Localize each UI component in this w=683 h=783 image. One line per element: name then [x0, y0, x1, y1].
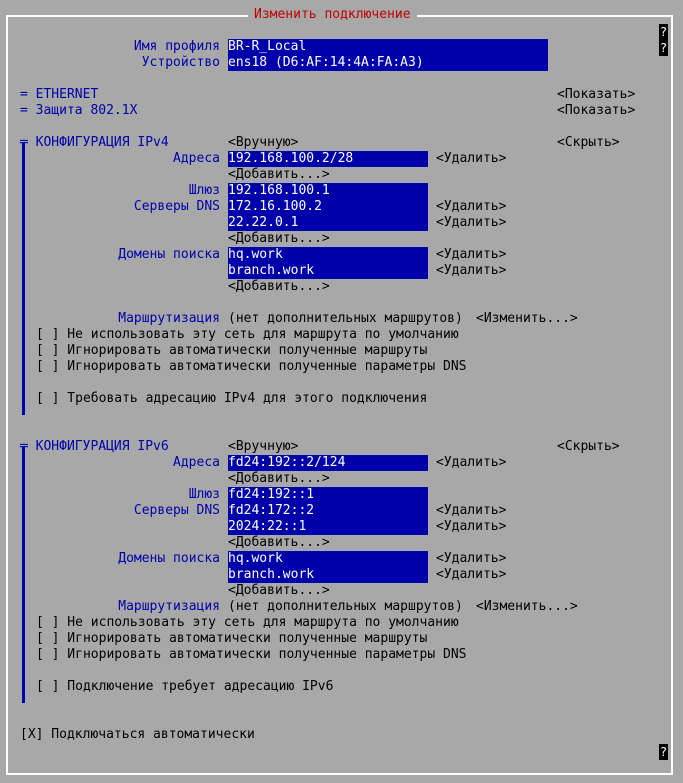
ipv6-routing-edit-button[interactable]: <Изменить...> [476, 599, 578, 614]
ipv6-search-remove-button-2[interactable]: <Удалить> [436, 567, 507, 582]
ipv4-search-add-button[interactable]: <Добавить...> [228, 279, 330, 294]
ipv6-search-add-button[interactable]: <Добавить...> [228, 583, 330, 598]
ipv6-dns-label: Серверы DNS [133, 503, 220, 518]
ipv4-search-remove-button-1[interactable]: <Удалить> [436, 247, 507, 262]
scroll-down-indicator[interactable]: ? [659, 745, 668, 759]
ipv6-ignore-dns-checkbox[interactable]: [ ] Игнорировать автоматически полученные параметры DNS [36, 647, 467, 662]
device-label: Устройство [141, 55, 220, 70]
profile-name-input[interactable]: BR-R_Local [228, 39, 548, 55]
ipv6-search-input-1[interactable]: hq.work [228, 551, 428, 567]
scroll-up-indicator[interactable]: ? [659, 25, 668, 39]
ipv4-search-label: Домены поиска [118, 247, 220, 262]
ipv4-dns-input-1[interactable]: 172.16.100.2 [228, 199, 428, 215]
ipv6-required-checkbox[interactable]: [ ] Подключение требует адресацию IPv6 [36, 679, 334, 694]
ipv6-dns-remove-button-2[interactable]: <Удалить> [436, 519, 507, 534]
security-show-button[interactable]: <Показать> [557, 103, 636, 118]
ipv6-section-bracket [22, 447, 25, 703]
profile-name-label: Имя профиля [133, 39, 220, 54]
autoconnect-checkbox[interactable]: [X] Подключаться автоматически [20, 727, 255, 742]
ipv4-dns-remove-button-1[interactable]: <Удалить> [436, 199, 507, 214]
ipv6-search-remove-button-1[interactable]: <Удалить> [436, 551, 507, 566]
ipv4-dns-remove-button-2[interactable]: <Удалить> [436, 215, 507, 230]
ipv4-routing-edit-button[interactable]: <Изменить...> [476, 311, 578, 326]
ipv6-never-default-checkbox[interactable]: [ ] Не использовать эту сеть для маршрута по умолчанию [36, 615, 459, 630]
ipv6-dns-remove-button-1[interactable]: <Удалить> [436, 503, 507, 518]
ipv4-gateway-label: Шлюз [188, 183, 220, 198]
ipv4-section-header: ╤ КОНФИГУРАЦИЯ IPv4 [20, 135, 169, 150]
ethernet-show-button[interactable]: <Показать> [557, 87, 636, 102]
ipv4-address-add-button[interactable]: <Добавить...> [228, 167, 330, 182]
ipv4-ignore-routes-checkbox[interactable]: [ ] Игнорировать автоматически полученные маршруты [36, 343, 428, 358]
ipv4-search-input-2[interactable]: branch.work [228, 263, 428, 279]
ipv6-hide-button[interactable]: <Скрыть> [557, 439, 620, 454]
ipv4-address-remove-button[interactable]: <Удалить> [436, 151, 507, 166]
dialog-title [248, 7, 417, 23]
ipv4-never-default-checkbox[interactable]: [ ] Не использовать эту сеть для маршрута по умолчанию [36, 327, 459, 342]
security-section-label: = Защита 802.1X [20, 103, 138, 118]
ipv4-ignore-dns-checkbox[interactable]: [ ] Игнорировать автоматически полученные параметры DNS [36, 359, 467, 374]
ipv6-search-input-2[interactable]: branch.work [228, 567, 428, 583]
ipv4-mode-select[interactable]: <Вручную> [228, 135, 299, 150]
ipv4-routing-label: Маршрутизация [118, 311, 220, 326]
ipv4-search-remove-button-2[interactable]: <Удалить> [436, 263, 507, 278]
ipv6-ignore-routes-checkbox[interactable]: [ ] Игнорировать автоматически полученные маршруты [36, 631, 428, 646]
ipv6-routing-label: Маршрутизация [118, 599, 220, 614]
ipv6-dns-input-1[interactable]: fd24:172::2 [228, 503, 428, 519]
ipv6-address-add-button[interactable]: <Добавить...> [228, 471, 330, 486]
ipv4-address-input[interactable]: 192.168.100.2/28 [228, 151, 428, 167]
dialog-title-text: Изменить подключение [254, 7, 411, 22]
scroll-thumb[interactable]: ? [659, 41, 668, 55]
device-input[interactable]: ens18 (D6:AF:14:4A:FA:A3) [228, 55, 548, 71]
ipv6-mode-select[interactable]: <Вручную> [228, 439, 299, 454]
ipv6-search-label: Домены поиска [118, 551, 220, 566]
ipv6-routing-value: (нет дополнительных маршрутов) [228, 599, 463, 614]
ipv4-hide-button[interactable]: <Скрыть> [557, 135, 620, 150]
ipv6-gateway-label: Шлюз [188, 487, 220, 502]
ipv4-dns-add-button[interactable]: <Добавить...> [228, 231, 330, 246]
ipv4-gateway-input[interactable]: 192.168.100.1 [228, 183, 428, 199]
ethernet-section-label: = ETHERNET [20, 87, 99, 102]
ipv6-addresses-label: Адреса [173, 455, 220, 470]
ipv6-address-remove-button[interactable]: <Удалить> [436, 455, 507, 470]
ipv4-search-input-1[interactable]: hq.work [228, 247, 428, 263]
ipv4-required-checkbox[interactable]: [ ] Требовать адресацию IPv4 для этого подключения [36, 391, 428, 406]
ipv6-address-input[interactable]: fd24:192::2/124 [228, 455, 428, 471]
ipv4-section-bracket [22, 143, 25, 415]
ipv6-dns-add-button[interactable]: <Добавить...> [228, 535, 330, 550]
ipv4-addresses-label: Адреса [173, 151, 220, 166]
ipv6-dns-input-2[interactable]: 2024:22::1 [228, 519, 428, 535]
ipv4-dns-label: Серверы DNS [133, 199, 220, 214]
ipv4-dns-input-2[interactable]: 22.22.0.1 [228, 215, 428, 231]
ipv4-routing-value: (нет дополнительных маршрутов) [228, 311, 463, 326]
ipv6-section-header: ╤ КОНФИГУРАЦИЯ IPv6 [20, 439, 169, 454]
ipv6-gateway-input[interactable]: fd24:192::1 [228, 487, 428, 503]
